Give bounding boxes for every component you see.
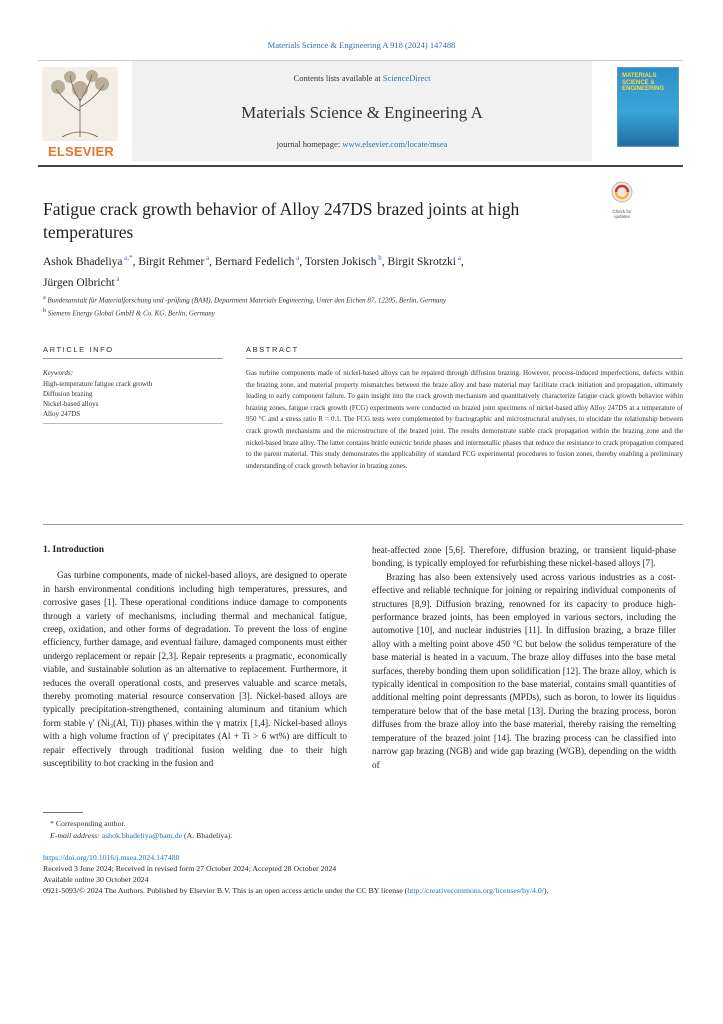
affiliation-marker[interactable]: a [294,254,300,262]
homepage-line: journal homepage: www.elsevier.com/locate/msea [276,139,448,149]
body-column-right [372,544,676,772]
doi-link[interactable]: https://doi.org/10.1016/j.msea.2024.147488 [43,853,180,862]
license-line: 0921-5093/© 2024 The Authors. Published by Elsevier B.V. This is an open access article under the CC BY license (http://creativecommons.org/licenses/by/4.0/). [43,886,549,895]
abstract [246,345,683,472]
online-line: Available online 30 October 2024 [43,875,149,884]
affiliation-b: $^b$ Siemens Energy Global GmbH & Co. KG, Berlin, Germany [43,308,215,318]
author-name[interactable]: Jürgen Olbricht [43,276,115,289]
license-link[interactable]: http://creativecommons.org/licenses/by/4.0/ [407,886,544,895]
article-info-heading: ARTICLE INFO [43,345,223,359]
keyword: High-temperature fatigue crack growth [43,380,153,388]
affiliation-marker[interactable]: a,* [122,254,133,262]
history-line: Received 3 June 2024; Received in revised form 27 October 2024; Accepted 28 October 2024 [43,864,337,873]
publication-details [43,852,688,896]
divider [43,812,83,813]
affiliation-marker[interactable]: a [114,274,120,283]
keywords-label: Keywords: [43,369,74,377]
article-info [43,345,223,419]
paragraph: Gas turbine components, made of nickel-based alloys, are designed to operate in harsh environmental conditions including high temperatures, pressures, and corrosive gases [1]. These operational conditions induce damage to components through a variety of mechanisms, including thermal and mechanical fatigue, creep, oxidation, and other forms of degradation. To prevent the loss of engine efficiency, further damage, and eventual failure, damaged components must either undergo replacement or repair [2,3]. Repair represents a pragmatic, economically viable, and sustainable solution as an alternative to replacement. Furthermore, it reduces the overall operational costs, and preserves valuable and scarce metals, thereby promoting material resource conservation [3]. Nickel-based alloys are typically precipitation-strengthened, containing aluminum and titanium which form stable γ′ (Ni₃(Al, Ti)) phases within the γ matrix [1,4]. Nickel-based alloys with a high volume fraction of γ′ precipitates (Al + Ti > 6 wt%) are difficult to repair effectively through traditional fusion welding due to their high susceptibility to hot cracking in the fusion and [43,570,347,769]
check-for-updates-badge[interactable] [608,180,636,219]
author-name[interactable]: Bernard Fedelich [214,255,295,268]
author-name[interactable]: Torsten Jokisch [304,255,377,268]
email-note: E-mail address: ashok.bhadeliya@bam.de (A. Bhadeliya). [50,831,233,840]
affiliation-marker[interactable]: a [456,254,461,262]
paragraph: Brazing has also been extensively used across various industries as a cost-effective and reliable technique for joining or repairing individual components of structures [8,9]. Diffusion brazing, renowned for its capacity to produce high-performance brazed joints, has been employed in various sectors, including the automotive [10], and nuclear industries [11]. In diffusion brazing, a braze filler alloy with a melting point above 450 °C but below the solidus temperature of the base material is heated in a vacuum. The braze alloy diffuses into the base metal surfaces, thereby bonding them upon solidification [12]. The braze alloy, which is typically identical in composition to the base material, contains small quantities of additional melting point depressants (MPDs), such as boron, to lower its liquidus temperature below that of the base metal [13]. During the brazing process, boron diffuses from the braze alloy into the base material, thereby raising the remelting temperature of the brazed joint [14]. The brazing process can be classified into narrow gap brazing (NGB) and wide gap brazing (WGB), depending on the width of [372,571,676,770]
journal-citation[interactable]: Materials Science & Engineering A 918 (2024) 147488 [267,40,456,50]
check-for-updates-label: Check for updates [612,209,632,219]
affiliation-marker[interactable]: b [376,254,382,262]
elsevier-tree-icon [42,67,118,141]
author-name[interactable]: Birgit Skrotzki [387,255,457,268]
elsevier-logo [42,67,118,159]
keyword: Diffusion brazing [43,390,93,398]
author-list: Ashok Bhadeliya $^{a,*}$, Birgit Rehmer $^a$, Bernard Fedelich $^a$, Torsten Jokisch $^b$, Birgit Skrotzki $^a$, Jürgen Olbricht $^a$ [43,254,464,289]
author-name[interactable]: Ashok Bhadeliya [43,255,123,268]
affiliation-a: $^a$ Bundesanstalt für Materialforschung und -prüfung (BAM), Department Materials Engineering, Unter den Eichen 87, 12205, Berlin, Germany [43,295,446,305]
section-heading: 1. Introduction [43,545,105,555]
keyword: Nickel-based alloys [43,400,99,408]
cover-title: MATERIALS SCIENCE & ENGINEERING [622,73,665,92]
keyword-list [43,379,223,419]
journal-name: Materials Science & Engineering A [241,103,483,122]
divider [43,524,683,525]
publisher-name: ELSEVIER [48,144,114,159]
email-link[interactable]: ashok.bhadeliya@bam.de [101,831,183,840]
affiliation-marker[interactable]: a [204,254,210,262]
footnotes [50,818,650,842]
abstract-text: Gas turbine components made of nickel-based alloys can be repaired through diffusion brazing. However, process-induced imperfections, defects within the brazing zone, and material property mismatches between the braze alloy and base material may facilitate crack initiation and propagation, ultimately leading to early component failure. To gain insight into the crack growth mechanism and quantitatively characterize fatigue crack growth behavior within brazing zones, fatigue crack growth (FCG) experiments were conducted on brazed joint specimens of nickel-based alloy Alloy 247DS at a temperature of 950 °C and a stress ratio R = 0.1. The FCG tests were complemented by fractographic and microstructural analyses, to elucidate the relationship between crack growth mechanisms and the microstructure of the brazed joint. The results demonstrate stable crack propagation within the brazing zone and the nickel-based braze alloy. The latter contains brittle eutectic boride phases and intermetallic phases that reduce the resistance to crack propagation compared to the parent material. This study demonstrates the applicability of standard FCG experimental procedures to fusion zones, thereby enabling a preliminary understanding of crack growth behavior in brazing zones. [246,369,683,470]
keyword: Alloy 247DS [43,410,81,418]
divider [43,423,223,424]
author-name[interactable]: Birgit Rehmer [138,255,205,268]
article-title: Fatigue crack growth behavior of Alloy 247DS brazed joints at high temperatures [43,199,520,242]
affiliations [43,293,683,320]
sciencedirect-link[interactable]: ScienceDirect [382,73,431,83]
contents-line: Contents lists available at ScienceDirect [293,73,431,83]
paragraph: heat-affected zone [5,6]. Therefore, diffusion brazing, or transient liquid-phase bonding, is typically employed for refurbishing these nickel-based alloys [7]. [372,545,676,569]
check-for-updates-icon [608,180,636,204]
journal-banner [132,61,592,161]
journal-cover-thumbnail [617,67,679,147]
journal-header [38,60,683,167]
journal-homepage-link[interactable]: www.elsevier.com/locate/msea [342,139,448,149]
abstract-heading: ABSTRACT [246,345,683,359]
body-column-left [43,544,347,771]
corresponding-author-note: * Corresponding author. [50,819,126,828]
